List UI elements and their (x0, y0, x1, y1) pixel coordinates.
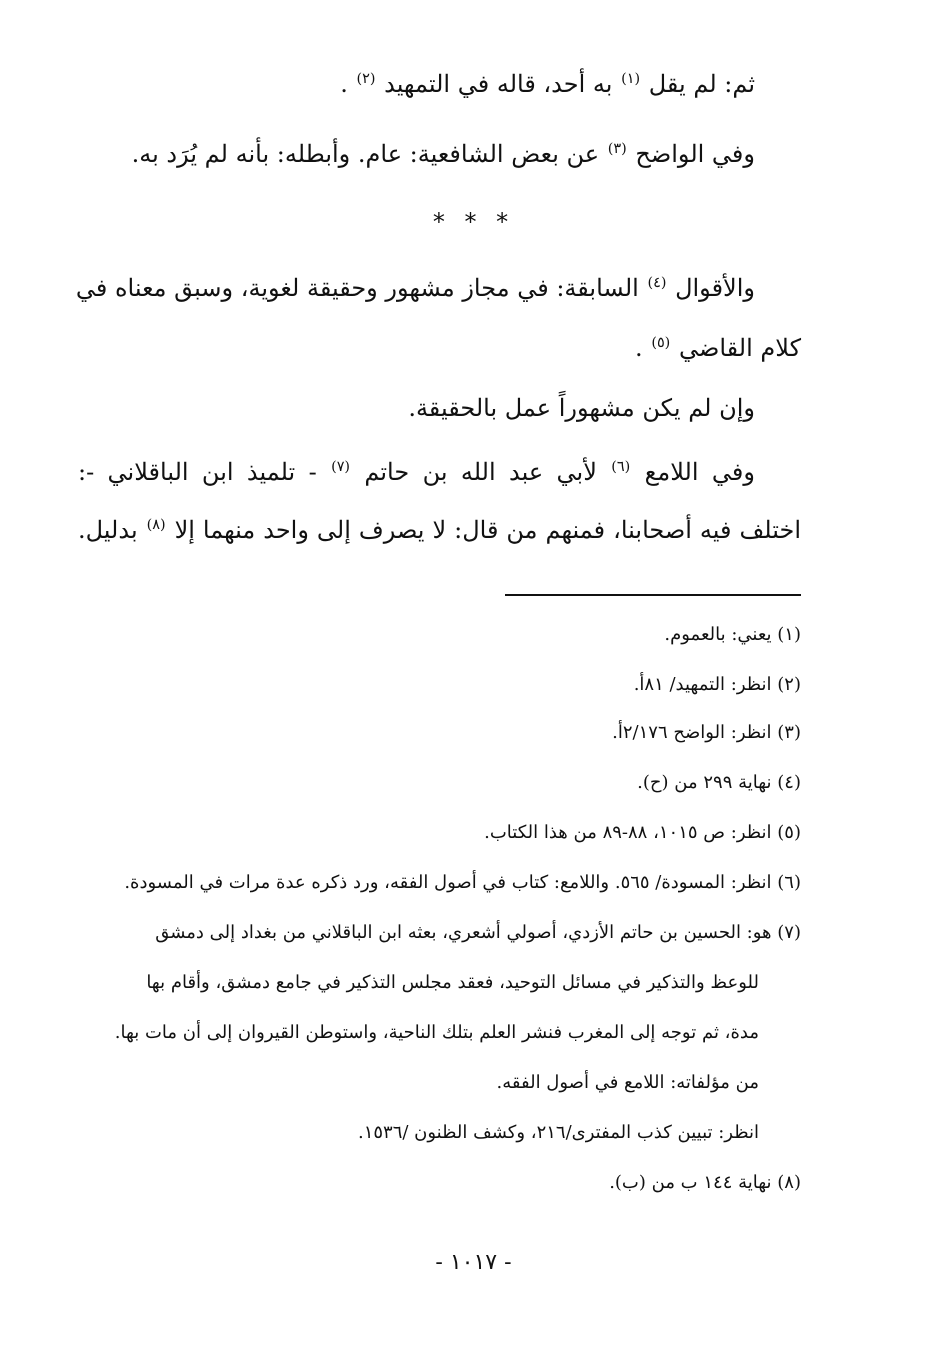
footnote-ref-7[interactable]: (٧) (331, 459, 351, 475)
text: لأبي عبد الله بن حاتم (364, 458, 597, 486)
body-line-4 (635, 334, 801, 362)
body-line-2 (132, 140, 755, 168)
footnote-2: (٢) انظر: التمهيد/ ٨١أ. (633, 674, 801, 695)
footnote-ref-6[interactable]: (٦) (611, 459, 631, 475)
text: . (340, 70, 348, 98)
footnote-ref-5[interactable]: (٥) (651, 335, 671, 351)
footnote-7-line-5: انظر: تبيين كذب المفترى/٢١٦، وكشف الظنون /١٥٣٦. (357, 1122, 759, 1143)
body-line-7 (78, 516, 801, 544)
body-line-3 (75, 274, 755, 302)
text: بدليل. (78, 516, 138, 544)
footnote-8: (٨) نهاية ١٤٤ ب من (ب). (609, 1172, 801, 1193)
footnote-7-line-4: من مؤلفاته: اللامع في أصول الفقه. (496, 1072, 759, 1093)
footnote-5: (٥) انظر: ص ١٠١٥، ٨٨-٨٩ من هذا الكتاب. (484, 822, 801, 843)
footnote-ref-1[interactable]: (١) (621, 71, 641, 87)
text: - تلميذ ابن الباقلاني -: (78, 458, 317, 486)
footnote-7-line-1: (٧) هو: الحسين بن حاتم الأزدي، أصولي أشعري، بعثه ابن الباقلاني من بغداد إلى دمشق (155, 922, 801, 943)
text: السابقة: في مجاز مشهور وحقيقة لغوية، وسبق معناه في (75, 274, 639, 302)
text: وفي الواضح (635, 140, 755, 168)
section-separator: * * * (432, 208, 515, 236)
text: ثم: لم يقل (648, 70, 755, 98)
footnote-6: (٦) انظر: المسودة/ ٥٦٥. واللامع: كتاب في أصول الفقه، ورد ذكره عدة مرات في المسودة. (124, 872, 801, 893)
footnote-ref-4[interactable]: (٤) (647, 275, 667, 291)
text: . (635, 334, 643, 362)
text: وفي اللامع (644, 458, 755, 486)
footnote-1: (١) يعني: بالعموم. (664, 624, 801, 645)
body-line-5 (408, 394, 755, 422)
text: كلام القاضي (678, 334, 801, 362)
footnote-7-line-2: للوعظ والتذكير في مسائل التوحيد، فعقد مجلس التذكير في جامع دمشق، وأقام بها (146, 972, 759, 993)
text: وإن لم يكن مشهوراً عمل بالحقيقة. (408, 394, 755, 422)
text: والأقوال (675, 274, 755, 302)
footnote-7-line-3: مدة، ثم توجه إلى المغرب فنشر العلم بتلك الناحية، واستوطن القيروان إلى أن مات بها. (114, 1022, 759, 1043)
footnote-4: (٤) نهاية ٢٩٩ من (ح). (637, 772, 801, 793)
text: به أحد، قاله في التمهيد (384, 70, 613, 98)
text: اختلف فيه أصحابنا، فمنهم من قال: لا يصرف إلى واحد منهما إلا (174, 516, 801, 544)
footnote-ref-8[interactable]: (٨) (146, 517, 166, 533)
footnote-ref-2[interactable]: (٢) (356, 71, 376, 87)
footnote-ref-3[interactable]: (٣) (607, 141, 627, 157)
body-line-6 (78, 458, 755, 486)
footnote-3: (٣) انظر: الواضح ٢/١٧٦أ. (612, 722, 801, 743)
body-line-1 (340, 70, 755, 98)
footnote-rule (505, 594, 801, 596)
page-number: - ١٠١٧ - (435, 1250, 512, 1275)
text: عن بعض الشافعية: عام. وأبطله: بأنه لم يُرَد به. (131, 140, 600, 168)
